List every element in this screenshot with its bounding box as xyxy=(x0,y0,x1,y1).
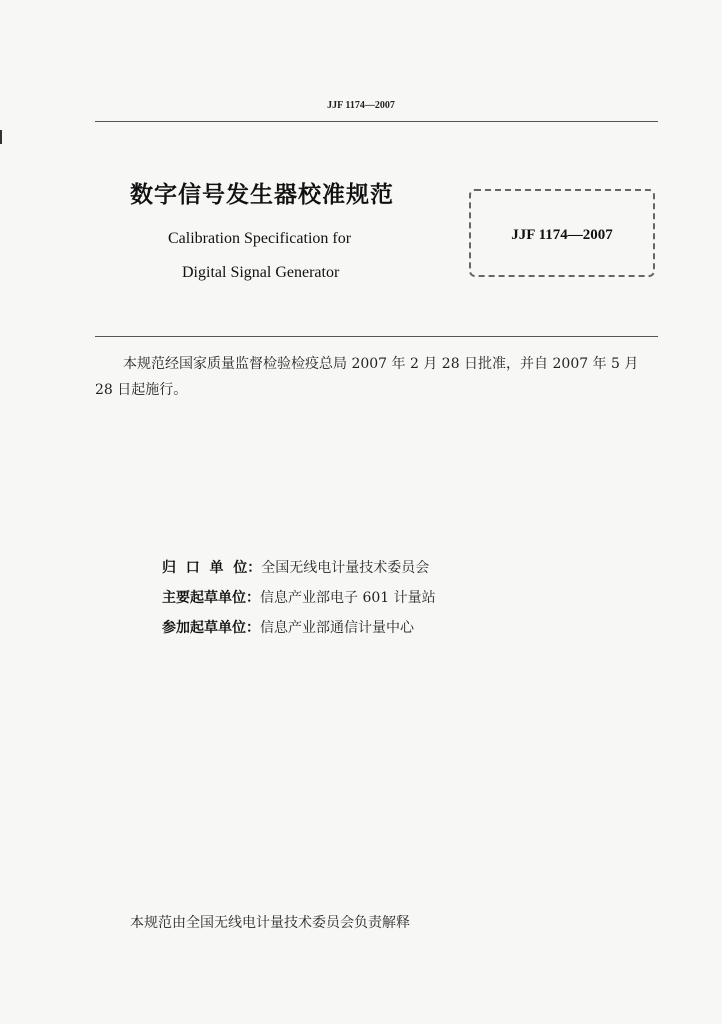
header-rule xyxy=(95,121,658,122)
approval-statement: 本规范经国家质量监督检验检疫总局 2007 年 2 月 28 日批准，并自 2007 年 5 月 28 日起施行。 xyxy=(95,356,639,398)
standard-code-box-text: JJF 1174—2007 xyxy=(511,227,613,243)
title-chinese: 数字信号发生器校准规范 xyxy=(130,182,394,208)
unit-label: 主要起草单位： xyxy=(162,590,260,606)
unit-label: 归 口 单 位： xyxy=(162,560,262,576)
unit-value: 信息产业部通信计量中心 xyxy=(260,620,414,636)
unit-value: 全国无线电计量技术委员会 xyxy=(261,560,430,576)
interpretation-note: 本规范由全国无线电计量技术委员会负责解释 xyxy=(130,915,410,931)
header-standard-code: JJF 1174—2007 xyxy=(327,100,395,111)
unit-row-participating-drafter xyxy=(162,617,436,647)
title-english-line2: Digital Signal Generator xyxy=(182,264,340,281)
unit-row-centralized xyxy=(162,557,436,587)
unit-row-main-drafter xyxy=(162,587,436,617)
title-rule xyxy=(95,336,658,337)
page-edge-mark xyxy=(0,130,2,144)
drafting-units xyxy=(162,557,436,647)
title-english-line1: Calibration Specification for xyxy=(168,230,352,247)
unit-value: 信息产业部电子 601 计量站 xyxy=(260,590,436,606)
standard-code-box xyxy=(469,189,655,277)
unit-label: 参加起草单位： xyxy=(162,620,260,636)
